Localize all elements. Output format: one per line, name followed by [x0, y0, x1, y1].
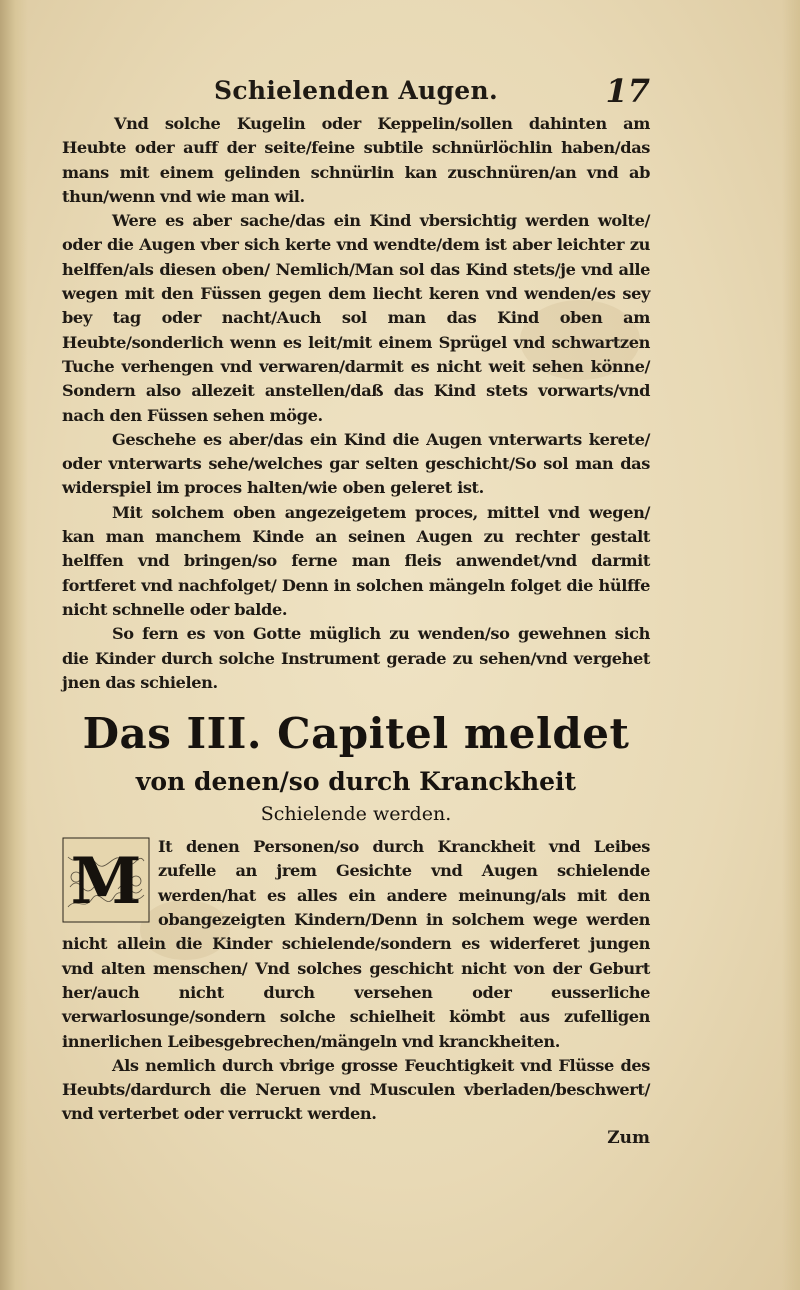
- chapter-title: Das III. Capitel meldet: [82, 709, 630, 759]
- running-title: Schielenden Augen.: [214, 76, 498, 105]
- paragraph: Mit solchem oben angezeigetem proces, mittel vnd wegen/ kan man manchem Kinde an seinen Augen zu rechter gestalt helffen vnd bringen/so ferne man fleis anwendet/vnd darmit fortferet vnd nachfolget/ Denn in solchen mängeln folget die hülffe nicht schnelle oder balde.: [62, 502, 650, 619]
- page-edge: [782, 0, 800, 1290]
- text-block: [62, 70, 650, 1149]
- chapter-subtitle-2: Schielende werden.: [260, 803, 452, 826]
- paragraph: It denen Personen/so durch Kranckheit vnd Leibes zufelle an jrem Gesichte vnd Augen schielende werden/hat es alles ein andere meinung/als mit den obangezeigten Kindern/Denn in solchem wege werden nicht allein die Kinder schielende/sondern es widerferet jungen vnd alten menschen/ Vnd solches geschicht nicht von der Geburt her/auch nicht durch versehen oder eusserliche verwarlosunge/sondern solche schielheit kömbt aus zufelligen innerlichen Leibesgebrechen/mängeln vnd kranckheiten.: [62, 837, 650, 1051]
- catchword: Zum: [607, 1127, 650, 1148]
- paragraph: Geschehe es aber/das ein Kind die Augen vnterwarts kerete/ oder vnterwarts sehe/welches gar selten geschicht/So sol man das widerspiel im proces halten/wie oben geleret ist.: [62, 429, 650, 498]
- chapter-heading: [62, 703, 650, 829]
- paragraph: Were es aber sache/das ein Kind vbersichtig werden wolte/ oder die Augen vber sich kerte vnd wendte/dem ist aber leichter zu helffen/als diesen oben/ Nemlich/Man sol das Kind stets/je vnd alle wegen mit den Füssen gegen dem liecht keren vnd wenden/es sey bey tag oder nacht/Auch sol man das Kind oben am Heubte/sonderlich wenn es leit/mit einem Sprügel vnd schwartzen Tuche verhengen vnd verwaren/darmit es nicht weit sehen könne/ Sondern also allezeit anstellen/daß das Kind stets vorwarts/vnd nach den Füssen sehen möge.: [62, 211, 650, 425]
- chapter-body: [62, 835, 650, 1149]
- dropcap-letter: M: [70, 844, 142, 920]
- paragraph: Als nemlich durch vbrige grosse Feuchtigkeit vnd Flüsse des Heubts/dardurch die Neruen vnd Musculen vberladen/beschwert/ vnd verterbet oder verruckt werden.: [62, 1055, 650, 1124]
- decorated-initial: [62, 837, 150, 923]
- gutter-shadow: [0, 0, 28, 1290]
- chapter-subtitle: von denen/so durch Kranckheit: [135, 767, 577, 797]
- running-head: [62, 70, 650, 116]
- page-number: 17: [605, 72, 650, 110]
- paragraph: Vnd solche Kugelin oder Keppelin/sollen dahinten am Heubte oder auff der seite/feine subtile schnürlöchlin haben/das mans mit einem gelinden schnürlin kan zuschnüren/an vnd ab thun/wenn vnd wie man wil.: [62, 114, 650, 206]
- paragraph: So fern es von Gotte müglich zu wenden/so gewehnen sich die Kinder durch solche Instrument gerade zu sehen/vnd vergehet jnen das schielen.: [62, 624, 650, 692]
